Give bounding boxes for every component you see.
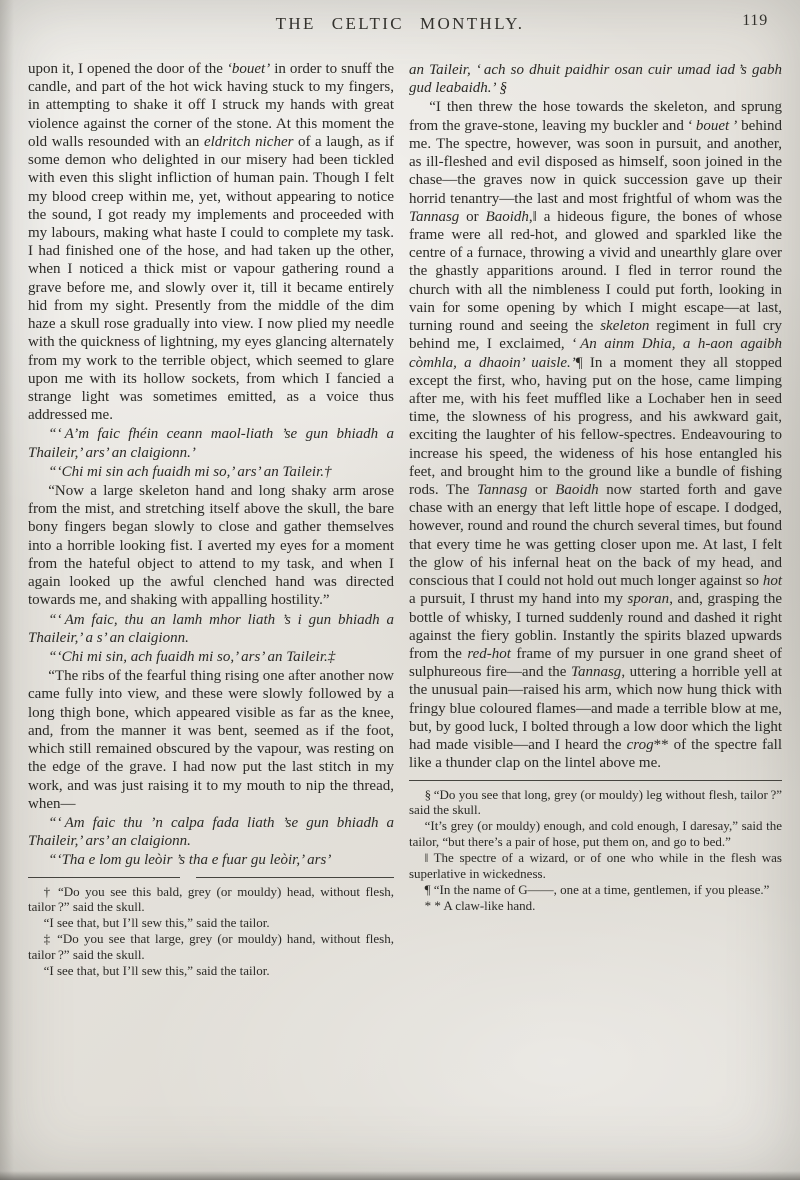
right-column: [409, 60, 782, 979]
footnote: “I see that, but I’ll sew this,” said the tailor.: [43, 962, 270, 978]
left-column: [28, 60, 394, 979]
separator-segment: [28, 877, 180, 878]
footnote: † “Do you see this bald, grey (or mouldy) head, without flesh, tailor ?” said the skull.: [28, 883, 394, 915]
page-header: [0, 0, 800, 54]
gaelic-quote: “‘ Am faic thu ’n calpa fada liath ’se gun bhiadh a Thaileir,’ ars’ an claigionn.: [28, 814, 394, 850]
text-columns: [0, 54, 800, 979]
footnote: ‡ “Do you see that large, grey (or mouldy) hand, without flesh, tailor ?” said the skull.: [28, 931, 394, 963]
footnote: § “Do you see that long, grey (or mouldy) leg without flesh, tailor ?” said the skull.: [409, 786, 782, 818]
footnote-separator: [28, 877, 394, 878]
page-number: 119: [742, 12, 768, 29]
gaelic-quote: “‘Chi mi sin ach fuaidh mi so,’ ars’ an Taileir.†: [48, 463, 332, 480]
paragraph: “The ribs of the fearful thing rising one after another now came fully into view, and these were slowly followed by a long thigh bone, which appeared visible as far as the knee, and, from the manner it was bent, seemed as if the foot, which still remained obscured by the vapour, was resting on the edge of the grave. I had now put the last stitch in my work, and was just raising it to my mouth to nip the thread, when—: [28, 668, 394, 812]
publication-title: THE CELTIC MONTHLY.: [275, 14, 525, 33]
gaelic-quote: an Taileir, ‘ ach so dhuit paidhir osan cuir umad iad ’s gabh gud leabaidh.’ §: [409, 62, 782, 97]
footnote: ‖ The spectre of a wizard, or of one who while in the flesh was superlative in wickedness.: [409, 849, 782, 881]
footnote: “I see that, but I’ll sew this,” said the tailor.: [43, 915, 270, 931]
left-footnotes: [28, 884, 394, 979]
separator-segment: [196, 877, 394, 878]
gaelic-quote: “‘Tha e lom gu leòir ’s tha e fuar gu leòir,’ ars’: [48, 852, 332, 869]
right-footnotes: [409, 787, 782, 914]
gaelic-quote: “‘ A’m faic fhéin ceann maol-liath ’se gun bhiadh a Thaileir,’ ars’ an claigionn.’: [28, 426, 394, 461]
footnote: * * A claw-like hand.: [424, 897, 536, 913]
footnote: ¶ “In the name of G——, one at a time, gentlemen, if you please.”: [424, 881, 770, 897]
paragraph: upon it, I opened the door of the ‘bouet’ in order to snuff the candle, and part of the hot wick having stuck to my fingers, in attempting to shake it off I struck my hands with great violence against the corner of the stone. At this moment the old walls resounded with an eldritch nicher of a laugh, as if some demon who delighted in our misery had been tickled with even this slight infliction of human pain. Though I felt my blood creep within me, yet, without appearing to notice the sound, I got ready my implements and proceeded with my labours, making what haste I could to complete my task. I had finished one of the hose, and had taken up the other, when I noticed a thick mist or vapour gathering round a grave before me, and slowly over it, till it became entirely hid from my sight. Presently from the middle of the dim haze a skull rose gradually into view. I now plied my needle with the quickness of lightning, my eyes glancing alternately from my work to the terrible object, which seemed to glare upon me with its hollow sockets, from which I fancied a strange light was sometimes emitted, as a voice thus addressed me.: [28, 61, 394, 424]
gaelic-quote: “‘ Am faic, thu an lamh mhor liath ’s i gun bhiadh a Thaileir,’ a s’ an claigionn.: [28, 611, 394, 646]
paragraph: “Now a large skeleton hand and long shaky arm arose from the mist, and stretching itself above the skull, the bare bony fingers began slowly to close and gather themselves into a horrible looking fist. I averted my eyes for a moment from the hateful object to attend to my task, and when I again looked up the awful clenched hand was directed towards me, and shaking with appalling hostility.”: [28, 483, 394, 609]
paragraph: “I then threw the hose towards the skeleton, and sprung from the grave-stone, leaving my buckler and ‘ bouet ’ behind me. The spectre, however, was soon in pursuit, and another, as ill-fleshed and evil disposed as himself, soon joined in the chase—the graves now in quick succession gave up their horrid tenantry—the last and most frightful of whom was the Tannasg or Baoidh,‖ a hideous figure, the bones of whose frame were all red-hot, and glowed and sparkled like the centre of a furnace, throwing a vivid and unearthly glare over the ghastly apparitions around. I fled in terror round the church with all the nimbleness I could put forth, looking in vain for some opening by which I might escape—at last, turning round and seeing the skeleton regiment in full cry behind me, I exclaimed, ‘ An ainm Dhia, a h-aon agaibh còmhla, a dhaoin’ uaisle.’¶ In a moment they all stopped except the first, who, having put on the hose, came limping after me, with his feet muffled like a Lochaber hen in seed time, the slowness of his progress, and his awkward gait, exciting the laughter of his fellow-spectres. Endeavouring to increase his speed, the wideness of his hose entangled his feet, and brought him to the ground like a bundle of fishing rods. The Tannasg or Baoidh now started forth and gave chase with an energy that left little hope of escape. I dodged, however, round and round the church several times, but found that every time he was getting closer upon me. At last, I felt the glow of his infernal heat on the back of my head, and conscious that I could not hold out much longer against so hot a pursuit, I thrust my hand into my sporan, and, grasping the bottle of whisky, I turned suddenly round and dashed it right against the fiery goblin. Instantly the spirits blazed upwards from the red-hot frame of my pursuer in one grand sheet of sulphureous fire—and the Tannasg, uttering a horrible yell at the unusual pain—raised his arm, which now hung thick with fringy blue coloured flames—and made a terrible blow at me, but, by good luck, I bolted through a low door which the light had made visible—and I heard the crog** of the spectre fall like a thunder clap on the lintel above me.: [409, 99, 783, 772]
gaelic-quote: “‘Chi mi sin, ach fuaidh mi so,’ ars’ an Taileir.‡: [48, 649, 336, 665]
footnote-separator: [409, 780, 782, 781]
footnote: “It’s grey (or mouldy) enough, and cold enough, I daresay,” said the tailor, “but there’s a pair of hose, put them on, and go to bed.”: [409, 818, 782, 850]
